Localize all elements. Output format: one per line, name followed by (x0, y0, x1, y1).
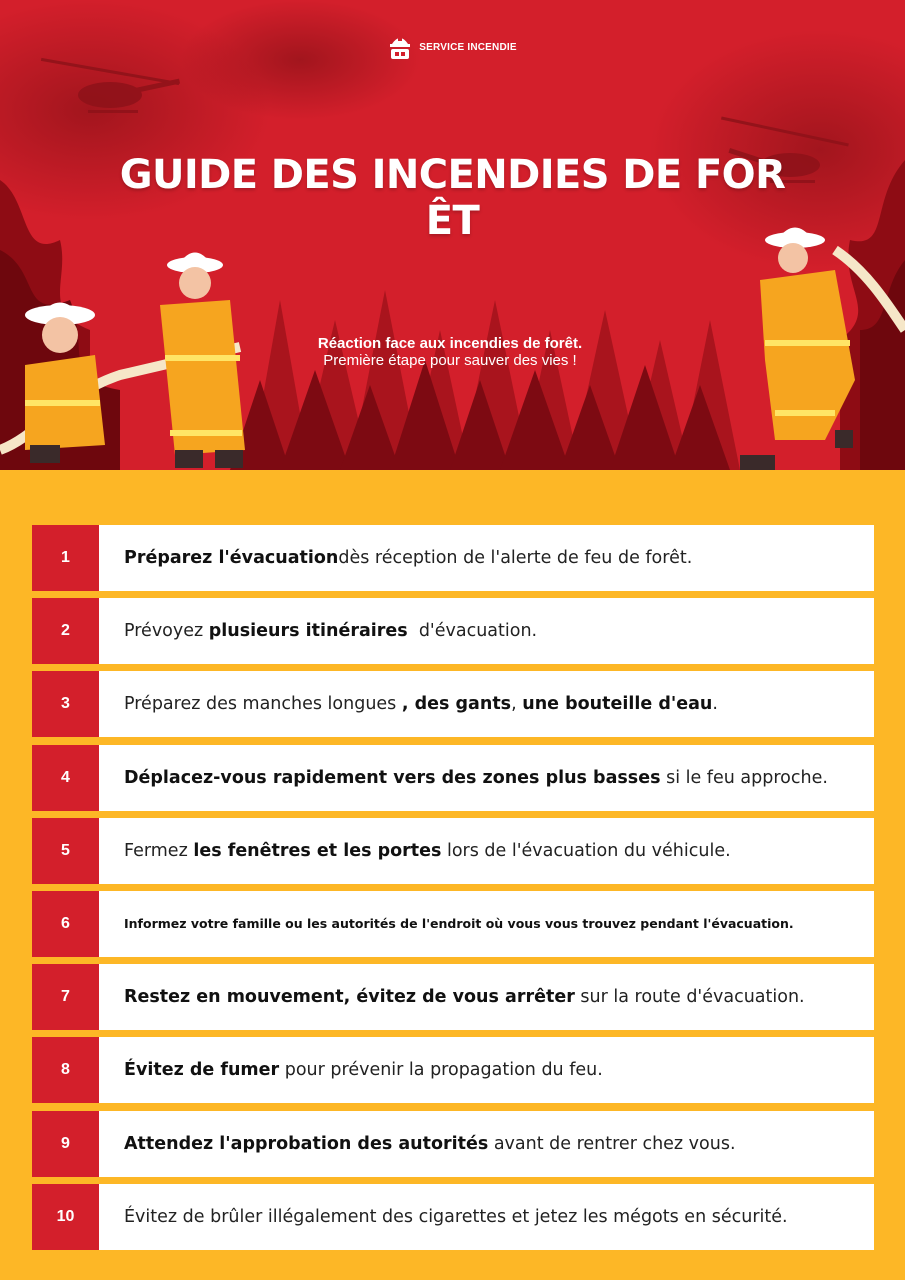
list-item (32, 1184, 874, 1250)
item-number: 10 (32, 1184, 99, 1250)
item-text: Fermez les fenêtres et les portes lors de l'évacuation du véhicule. (124, 840, 731, 861)
list-item (32, 1037, 874, 1103)
firefighter-helmet-icon (388, 34, 412, 60)
item-text: Attendez l'approbation des autorités avant de rentrer chez vous. (124, 1133, 736, 1154)
list-item (32, 964, 874, 1030)
list-item (32, 598, 874, 664)
item-text: Restez en mouvement, évitez de vous arrêter sur la route d'évacuation. (124, 987, 805, 1008)
list-item (32, 745, 874, 811)
firefighters-with-hose-illustration (0, 235, 260, 470)
item-number: 8 (32, 1037, 99, 1103)
item-number: 1 (32, 525, 99, 591)
firefighter-running-illustration (735, 210, 905, 470)
guide-list (32, 525, 874, 1257)
page-title: GUIDE DES INCENDIES DE FORÊT (119, 152, 786, 244)
item-text: Préparez des manches longues , des gants , une bouteille d'eau . (124, 694, 718, 715)
item-number: 3 (32, 671, 99, 737)
list-item (32, 1111, 874, 1177)
list-item (32, 525, 874, 591)
subtitle-bold: Réaction face aux incendies de forêt. (317, 335, 583, 352)
item-text: Évitez de brûler illégalement des cigarettes et jetez les mégots en sécurité. (124, 1206, 788, 1227)
list-item (32, 891, 874, 957)
item-number: 9 (32, 1111, 99, 1177)
brand-name: SERVICE INCENDIE (419, 41, 517, 53)
subtitle-text: Première étape pour sauver des vies ! (323, 352, 577, 369)
item-text: Évitez de fumer pour prévenir la propagation du feu. (124, 1060, 603, 1081)
item-text: Déplacez-vous rapidement vers des zones plus basses si le feu approche. (124, 767, 828, 788)
item-text: Prévoyez plusieurs itinéraires d'évacuation. (124, 621, 538, 642)
item-number: 7 (32, 964, 99, 1030)
list-item (32, 818, 874, 884)
item-number: 2 (32, 598, 99, 664)
list-item (32, 671, 874, 737)
item-number: 5 (32, 818, 99, 884)
item-text: Préparez l'évacuation dès réception de l'alerte de feu de forêt. (124, 548, 693, 568)
item-number: 6 (32, 891, 99, 957)
brand-header (0, 34, 905, 60)
item-text: Informez votre famille ou les autorités de l'endroit où vous vous trouvez pendant l'évacuation. (124, 916, 794, 932)
item-number: 4 (32, 745, 99, 811)
subtitle (250, 335, 650, 369)
